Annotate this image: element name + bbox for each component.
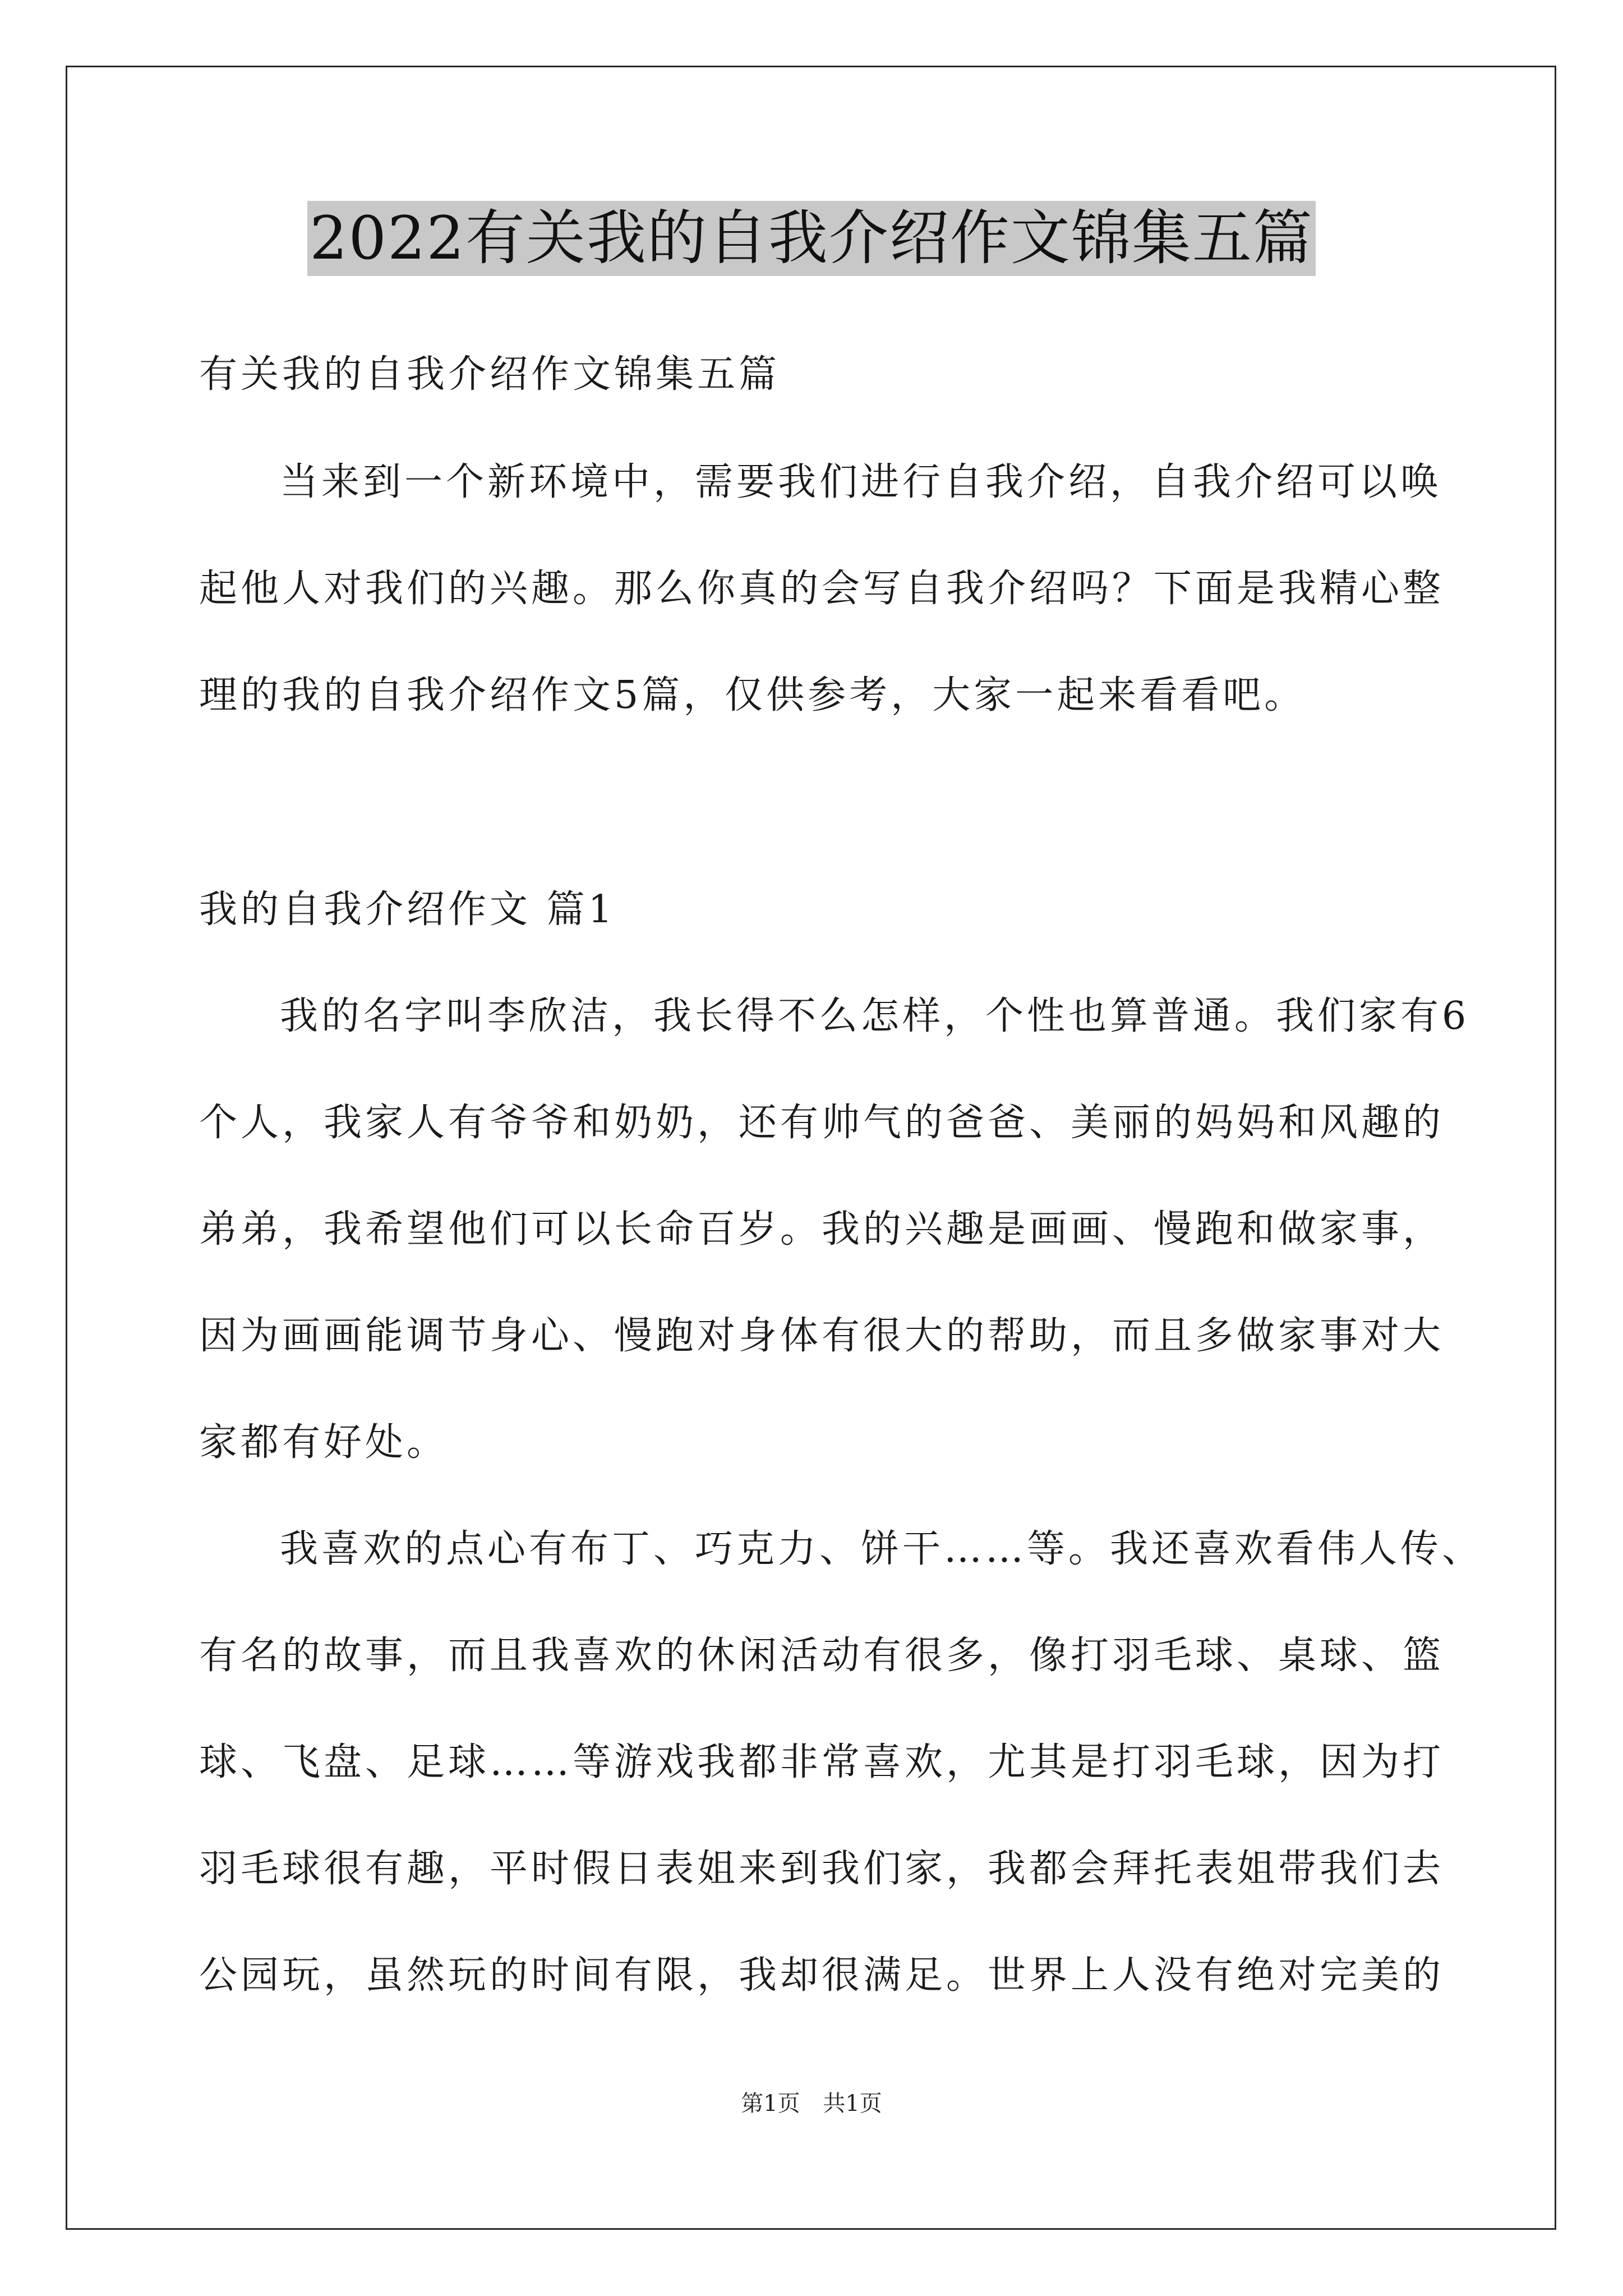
para2-line-1: 我喜欢的点心有布丁、巧克力、饼干……等。我还喜欢看伟人传、 — [280, 1527, 1484, 1571]
para1-line-3: 弟弟，我希望他们可以长命百岁。我的兴趣是画画、慢跑和做家事， — [199, 1207, 1445, 1251]
para1-line-4: 因为画画能调节身心、慢跑对身体有很大的帮助，而且多做家事对大 — [199, 1314, 1445, 1358]
section-heading: 我的自我介绍作文 篇1 — [199, 887, 616, 932]
intro-line-3: 理的我的自我介绍作文5篇，仅供参考，大家一起来看看吧。 — [199, 673, 1306, 717]
page-total: 共1页 — [823, 2091, 882, 2116]
document-subtitle: 有关我的自我介绍作文锦集五篇 — [199, 352, 781, 397]
para2-line-4: 羽毛球很有趣，平时假日表姐来到我们家，我都会拜托表姐带我们去 — [199, 1847, 1445, 1891]
document-title: 2022有关我的自我介绍作文锦集五篇 — [307, 201, 1316, 276]
intro-line-2: 起他人对我们的兴趣。那么你真的会写自我介绍吗？下面是我精心整 — [199, 567, 1445, 611]
page-footer — [0, 2090, 1623, 2118]
para2-line-5: 公园玩，虽然玩的时间有限，我却很满足。世界上人没有绝对完美的 — [199, 1953, 1445, 1998]
page-number: 第1页 — [741, 2091, 800, 2116]
intro-line-1: 当来到一个新环境中，需要我们进行自我介绍，自我介绍可以唤 — [280, 460, 1442, 504]
para1-line-2: 个人，我家人有爷爷和奶奶，还有帅气的爸爸、美丽的妈妈和风趣的 — [199, 1101, 1445, 1145]
para1-line-5: 家都有好处。 — [199, 1420, 449, 1465]
para2-line-2: 有名的故事，而且我喜欢的休闲活动有很多，像打羽毛球、桌球、篮 — [199, 1634, 1445, 1678]
title-block — [0, 201, 1623, 276]
para2-line-3: 球、飞盘、足球……等游戏我都非常喜欢，尤其是打羽毛球，因为打 — [199, 1740, 1445, 1784]
para1-line-1: 我的名字叫李欣洁，我长得不么怎样，个性也算普通。我们家有6 — [280, 994, 1470, 1038]
